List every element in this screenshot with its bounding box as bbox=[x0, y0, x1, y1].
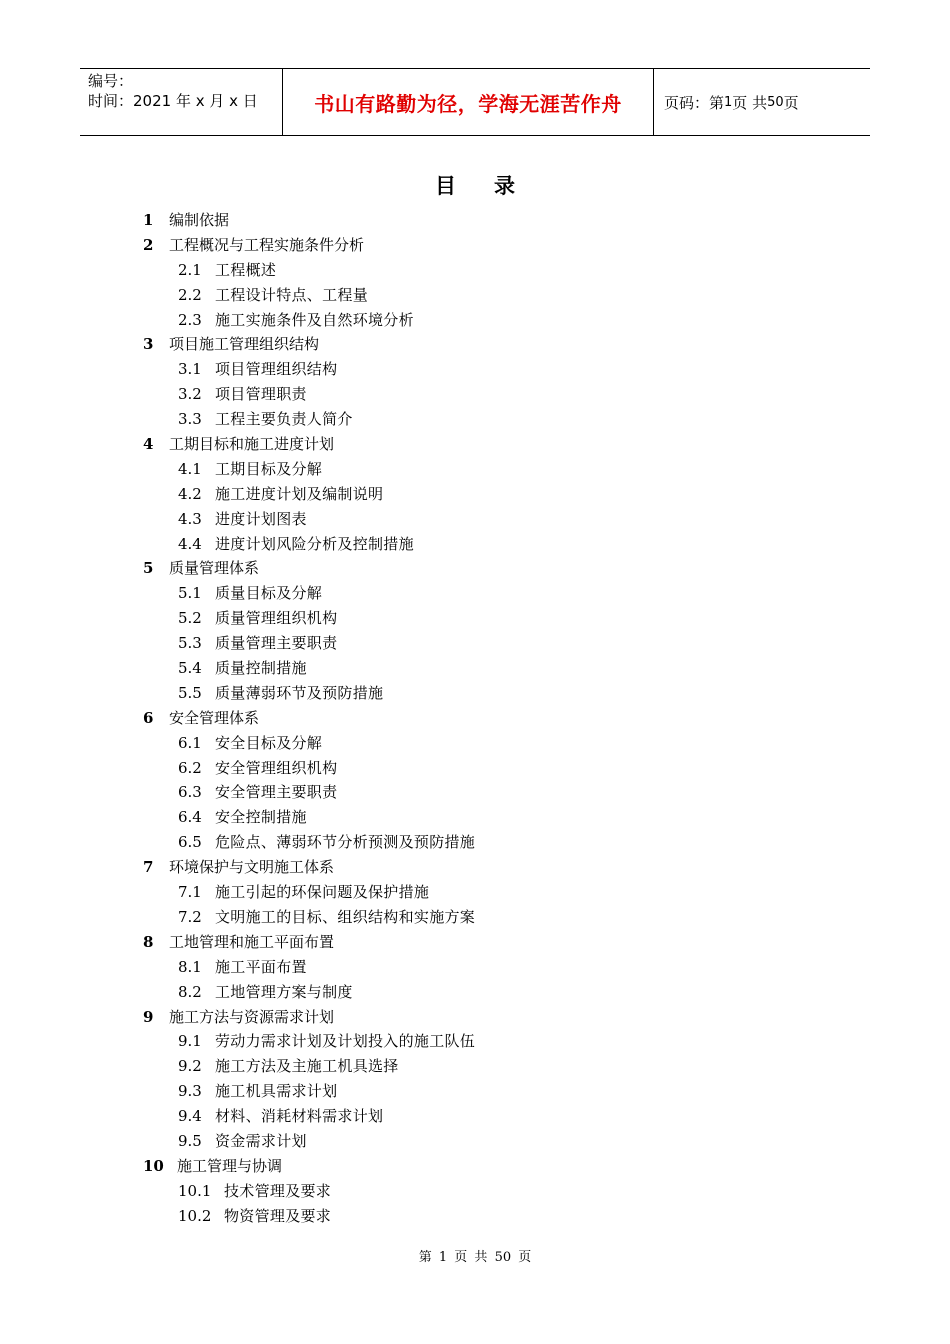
toc-entry-title: 技术管理及要求 bbox=[224, 1181, 332, 1200]
toc-entry-number: 5.1 bbox=[178, 584, 202, 603]
toc-entry-title: 物资管理及要求 bbox=[224, 1206, 332, 1225]
toc-entry-number: 6.5 bbox=[178, 833, 202, 852]
toc-entry-title: 项目管理职责 bbox=[215, 385, 307, 404]
toc-entry-number: 7 bbox=[143, 858, 154, 877]
document-time-label: 时间：2021 年 x 月 x 日 bbox=[88, 92, 258, 110]
toc-entry-number: 8 bbox=[143, 932, 154, 951]
footer-current-page: 1 bbox=[438, 1250, 448, 1265]
toc-entry-number: 9.1 bbox=[178, 1032, 202, 1051]
toc-entry-title: 施工引起的环保问题及保护措施 bbox=[215, 883, 430, 902]
toc-title-char-1: 目 bbox=[435, 174, 456, 198]
toc-entry-title: 施工方法与资源需求计划 bbox=[169, 1007, 335, 1026]
toc-subsection-entry[interactable] bbox=[143, 830, 843, 855]
toc-subsection-entry[interactable] bbox=[143, 1129, 843, 1154]
toc-entry-number: 9 bbox=[143, 1007, 154, 1026]
toc-entry-title: 资金需求计划 bbox=[215, 1131, 307, 1150]
toc-subsection-entry[interactable] bbox=[143, 1079, 843, 1104]
toc-subsection-entry[interactable] bbox=[143, 308, 843, 333]
toc-subsection-entry[interactable] bbox=[143, 905, 843, 930]
toc-entry-title: 工地管理方案与制度 bbox=[215, 982, 353, 1001]
toc-subsection-entry[interactable] bbox=[143, 482, 843, 507]
toc-section-entry[interactable] bbox=[143, 556, 843, 581]
toc-entry-title: 施工机具需求计划 bbox=[215, 1082, 338, 1101]
toc-entry-number: 10 bbox=[143, 1156, 164, 1175]
page-footer bbox=[0, 1246, 950, 1265]
header-page-total: 50 bbox=[767, 94, 784, 110]
toc-entry-number: 6.3 bbox=[178, 783, 202, 802]
toc-entry-number: 7.1 bbox=[178, 883, 202, 902]
toc-subsection-entry[interactable] bbox=[143, 1029, 843, 1054]
toc-entry-title: 工程概况与工程实施条件分析 bbox=[169, 235, 365, 254]
toc-section-entry[interactable] bbox=[143, 855, 843, 880]
toc-subsection-entry[interactable] bbox=[143, 258, 843, 283]
toc-section-entry[interactable] bbox=[143, 1154, 843, 1179]
footer-mid: 页 共 bbox=[454, 1250, 488, 1265]
toc-subsection-entry[interactable] bbox=[143, 955, 843, 980]
toc-entry-title: 工程概述 bbox=[215, 260, 277, 279]
toc-entry-number: 2.3 bbox=[178, 310, 202, 329]
toc-entry-number: 3.1 bbox=[178, 360, 202, 379]
toc-entry-number: 7.2 bbox=[178, 907, 202, 926]
toc-section-entry[interactable] bbox=[143, 233, 843, 258]
toc-subsection-entry[interactable] bbox=[143, 581, 843, 606]
toc-entry-title: 项目管理组织结构 bbox=[215, 360, 338, 379]
toc-entry-number: 9.2 bbox=[178, 1057, 202, 1076]
header-page-current: 1 bbox=[724, 94, 733, 110]
toc-entry-title: 施工实施条件及自然环境分析 bbox=[215, 310, 414, 329]
toc-subsection-entry[interactable] bbox=[143, 656, 843, 681]
toc-entry-title: 危险点、薄弱环节分析预测及预防措施 bbox=[215, 833, 476, 852]
toc-entry-number: 6.2 bbox=[178, 758, 202, 777]
toc-entry-title: 质量管理体系 bbox=[169, 559, 260, 578]
toc-entry-number: 5.5 bbox=[178, 683, 202, 702]
toc-subsection-entry[interactable] bbox=[143, 731, 843, 756]
toc-entry-number: 6.1 bbox=[178, 733, 202, 752]
toc-entry-title: 安全目标及分解 bbox=[215, 733, 323, 752]
toc-entry-title: 施工管理与协调 bbox=[177, 1156, 283, 1175]
toc-entry-title: 质量管理组织机构 bbox=[215, 609, 338, 628]
toc-entry-title: 质量目标及分解 bbox=[215, 584, 323, 603]
toc-section-entry[interactable] bbox=[143, 1005, 843, 1030]
header-page-mid: 页 共 bbox=[732, 93, 768, 112]
toc-subsection-entry[interactable] bbox=[143, 382, 843, 407]
toc-entry-title: 工期目标及分解 bbox=[215, 459, 323, 478]
header-page-prefix: 页码：第 bbox=[664, 93, 725, 112]
toc-entry-number: 4 bbox=[143, 435, 154, 454]
toc-title-char-2: 录 bbox=[494, 174, 515, 198]
toc-entry-number: 2.2 bbox=[178, 285, 202, 304]
toc-entry-number: 3.3 bbox=[178, 410, 202, 429]
toc-entry-title: 文明施工的目标、组织结构和实施方案 bbox=[215, 907, 476, 926]
footer-prefix: 第 bbox=[418, 1250, 432, 1265]
toc-entry-title: 材料、消耗材料需求计划 bbox=[215, 1107, 384, 1126]
toc-subsection-entry[interactable] bbox=[143, 1104, 843, 1129]
footer-total-pages: 50 bbox=[494, 1250, 512, 1265]
toc-entry-title: 环境保护与文明施工体系 bbox=[169, 858, 335, 877]
toc-entry-title: 工期目标和施工进度计划 bbox=[169, 435, 335, 454]
toc-entry-title: 安全管理主要职责 bbox=[215, 783, 338, 802]
toc-subsection-entry[interactable] bbox=[143, 1179, 843, 1204]
toc-entry-title: 施工方法及主施工机具选择 bbox=[215, 1057, 399, 1076]
toc-entry-number: 4.4 bbox=[178, 534, 202, 553]
toc-entry-title: 工地管理和施工平面布置 bbox=[169, 932, 335, 951]
toc-subsection-entry[interactable] bbox=[143, 407, 843, 432]
footer-suffix: 页 bbox=[518, 1250, 532, 1265]
header-meta bbox=[80, 69, 282, 135]
header-motto: 书山有路勤为径，学海无涯苦作舟 bbox=[282, 69, 654, 135]
toc-entry-number: 4.1 bbox=[178, 459, 202, 478]
toc-entry-number: 10.2 bbox=[178, 1206, 212, 1225]
document-number-label: 编号： bbox=[88, 72, 134, 90]
toc-entry-number: 10.1 bbox=[178, 1181, 212, 1200]
toc-section-entry[interactable] bbox=[143, 332, 843, 357]
toc-entry-number: 9.3 bbox=[178, 1082, 202, 1101]
toc-entry-number: 5 bbox=[143, 559, 154, 578]
toc-entry-number: 8.2 bbox=[178, 982, 202, 1001]
toc-subsection-entry[interactable] bbox=[143, 532, 843, 557]
toc-entry-title: 进度计划图表 bbox=[215, 509, 307, 528]
toc-entry-number: 2 bbox=[143, 235, 154, 254]
toc-entry-number: 4.2 bbox=[178, 484, 202, 503]
toc-entry-title: 安全管理组织机构 bbox=[215, 758, 338, 777]
header-page-suffix: 页 bbox=[783, 93, 799, 112]
toc-subsection-entry[interactable] bbox=[143, 283, 843, 308]
toc-entry-number: 5.4 bbox=[178, 659, 202, 678]
toc-subsection-entry[interactable] bbox=[143, 780, 843, 805]
toc-subsection-entry[interactable] bbox=[143, 507, 843, 532]
toc-subsection-entry[interactable] bbox=[143, 1054, 843, 1079]
toc-entry-title: 劳动力需求计划及计划投入的施工队伍 bbox=[215, 1032, 476, 1051]
toc-section-entry[interactable] bbox=[143, 930, 843, 955]
toc-entry-number: 2.1 bbox=[178, 260, 202, 279]
toc-entry-number: 8.1 bbox=[178, 957, 202, 976]
toc-entry-title: 进度计划风险分析及控制措施 bbox=[215, 534, 414, 553]
toc-subsection-entry[interactable] bbox=[143, 357, 843, 382]
toc-entry-number: 5.2 bbox=[178, 609, 202, 628]
toc-entry-number: 3.2 bbox=[178, 385, 202, 404]
page-header bbox=[80, 68, 870, 136]
toc-entry-number: 6 bbox=[143, 708, 154, 727]
toc-section-entry[interactable] bbox=[143, 208, 843, 233]
toc-subsection-entry[interactable] bbox=[143, 756, 843, 781]
toc-subsection-entry[interactable] bbox=[143, 980, 843, 1005]
toc-entry-title: 质量管理主要职责 bbox=[215, 634, 338, 653]
toc-entry-title: 编制依据 bbox=[169, 211, 230, 229]
toc-entry-title: 施工进度计划及编制说明 bbox=[215, 484, 384, 503]
toc-title bbox=[0, 170, 950, 200]
toc-entry-number: 6.4 bbox=[178, 808, 202, 827]
toc-entry-title: 工程主要负责人简介 bbox=[215, 410, 353, 429]
toc-entry-number: 9.4 bbox=[178, 1107, 202, 1126]
toc-entry-number: 4.3 bbox=[178, 509, 202, 528]
toc-entry-title: 质量控制措施 bbox=[215, 659, 307, 678]
toc-entry-title: 工程设计特点、工程量 bbox=[215, 285, 369, 304]
toc-entry-title: 施工平面布置 bbox=[215, 957, 307, 976]
toc-subsection-entry[interactable] bbox=[143, 606, 843, 631]
toc-entry-number: 1 bbox=[143, 211, 154, 229]
toc-subsection-entry[interactable] bbox=[143, 631, 843, 656]
toc-entry-title: 项目施工管理组织结构 bbox=[169, 335, 320, 354]
toc-subsection-entry[interactable] bbox=[143, 457, 843, 482]
toc-entry-title: 安全管理体系 bbox=[169, 708, 260, 727]
toc-subsection-entry[interactable] bbox=[143, 880, 843, 905]
toc-subsection-entry[interactable] bbox=[143, 805, 843, 830]
header-page-info bbox=[654, 69, 870, 135]
toc-entry-number: 5.3 bbox=[178, 634, 202, 653]
toc-section-entry[interactable] bbox=[143, 432, 843, 457]
toc-entry-title: 质量薄弱环节及预防措施 bbox=[215, 683, 384, 702]
toc-section-entry[interactable] bbox=[143, 706, 843, 731]
toc-entry-number: 9.5 bbox=[178, 1131, 202, 1150]
toc-entry-title: 安全控制措施 bbox=[215, 808, 307, 827]
toc-subsection-entry[interactable] bbox=[143, 681, 843, 706]
toc-subsection-entry[interactable] bbox=[143, 1204, 843, 1229]
toc-entry-number: 3 bbox=[143, 335, 154, 354]
table-of-contents bbox=[143, 208, 843, 1229]
